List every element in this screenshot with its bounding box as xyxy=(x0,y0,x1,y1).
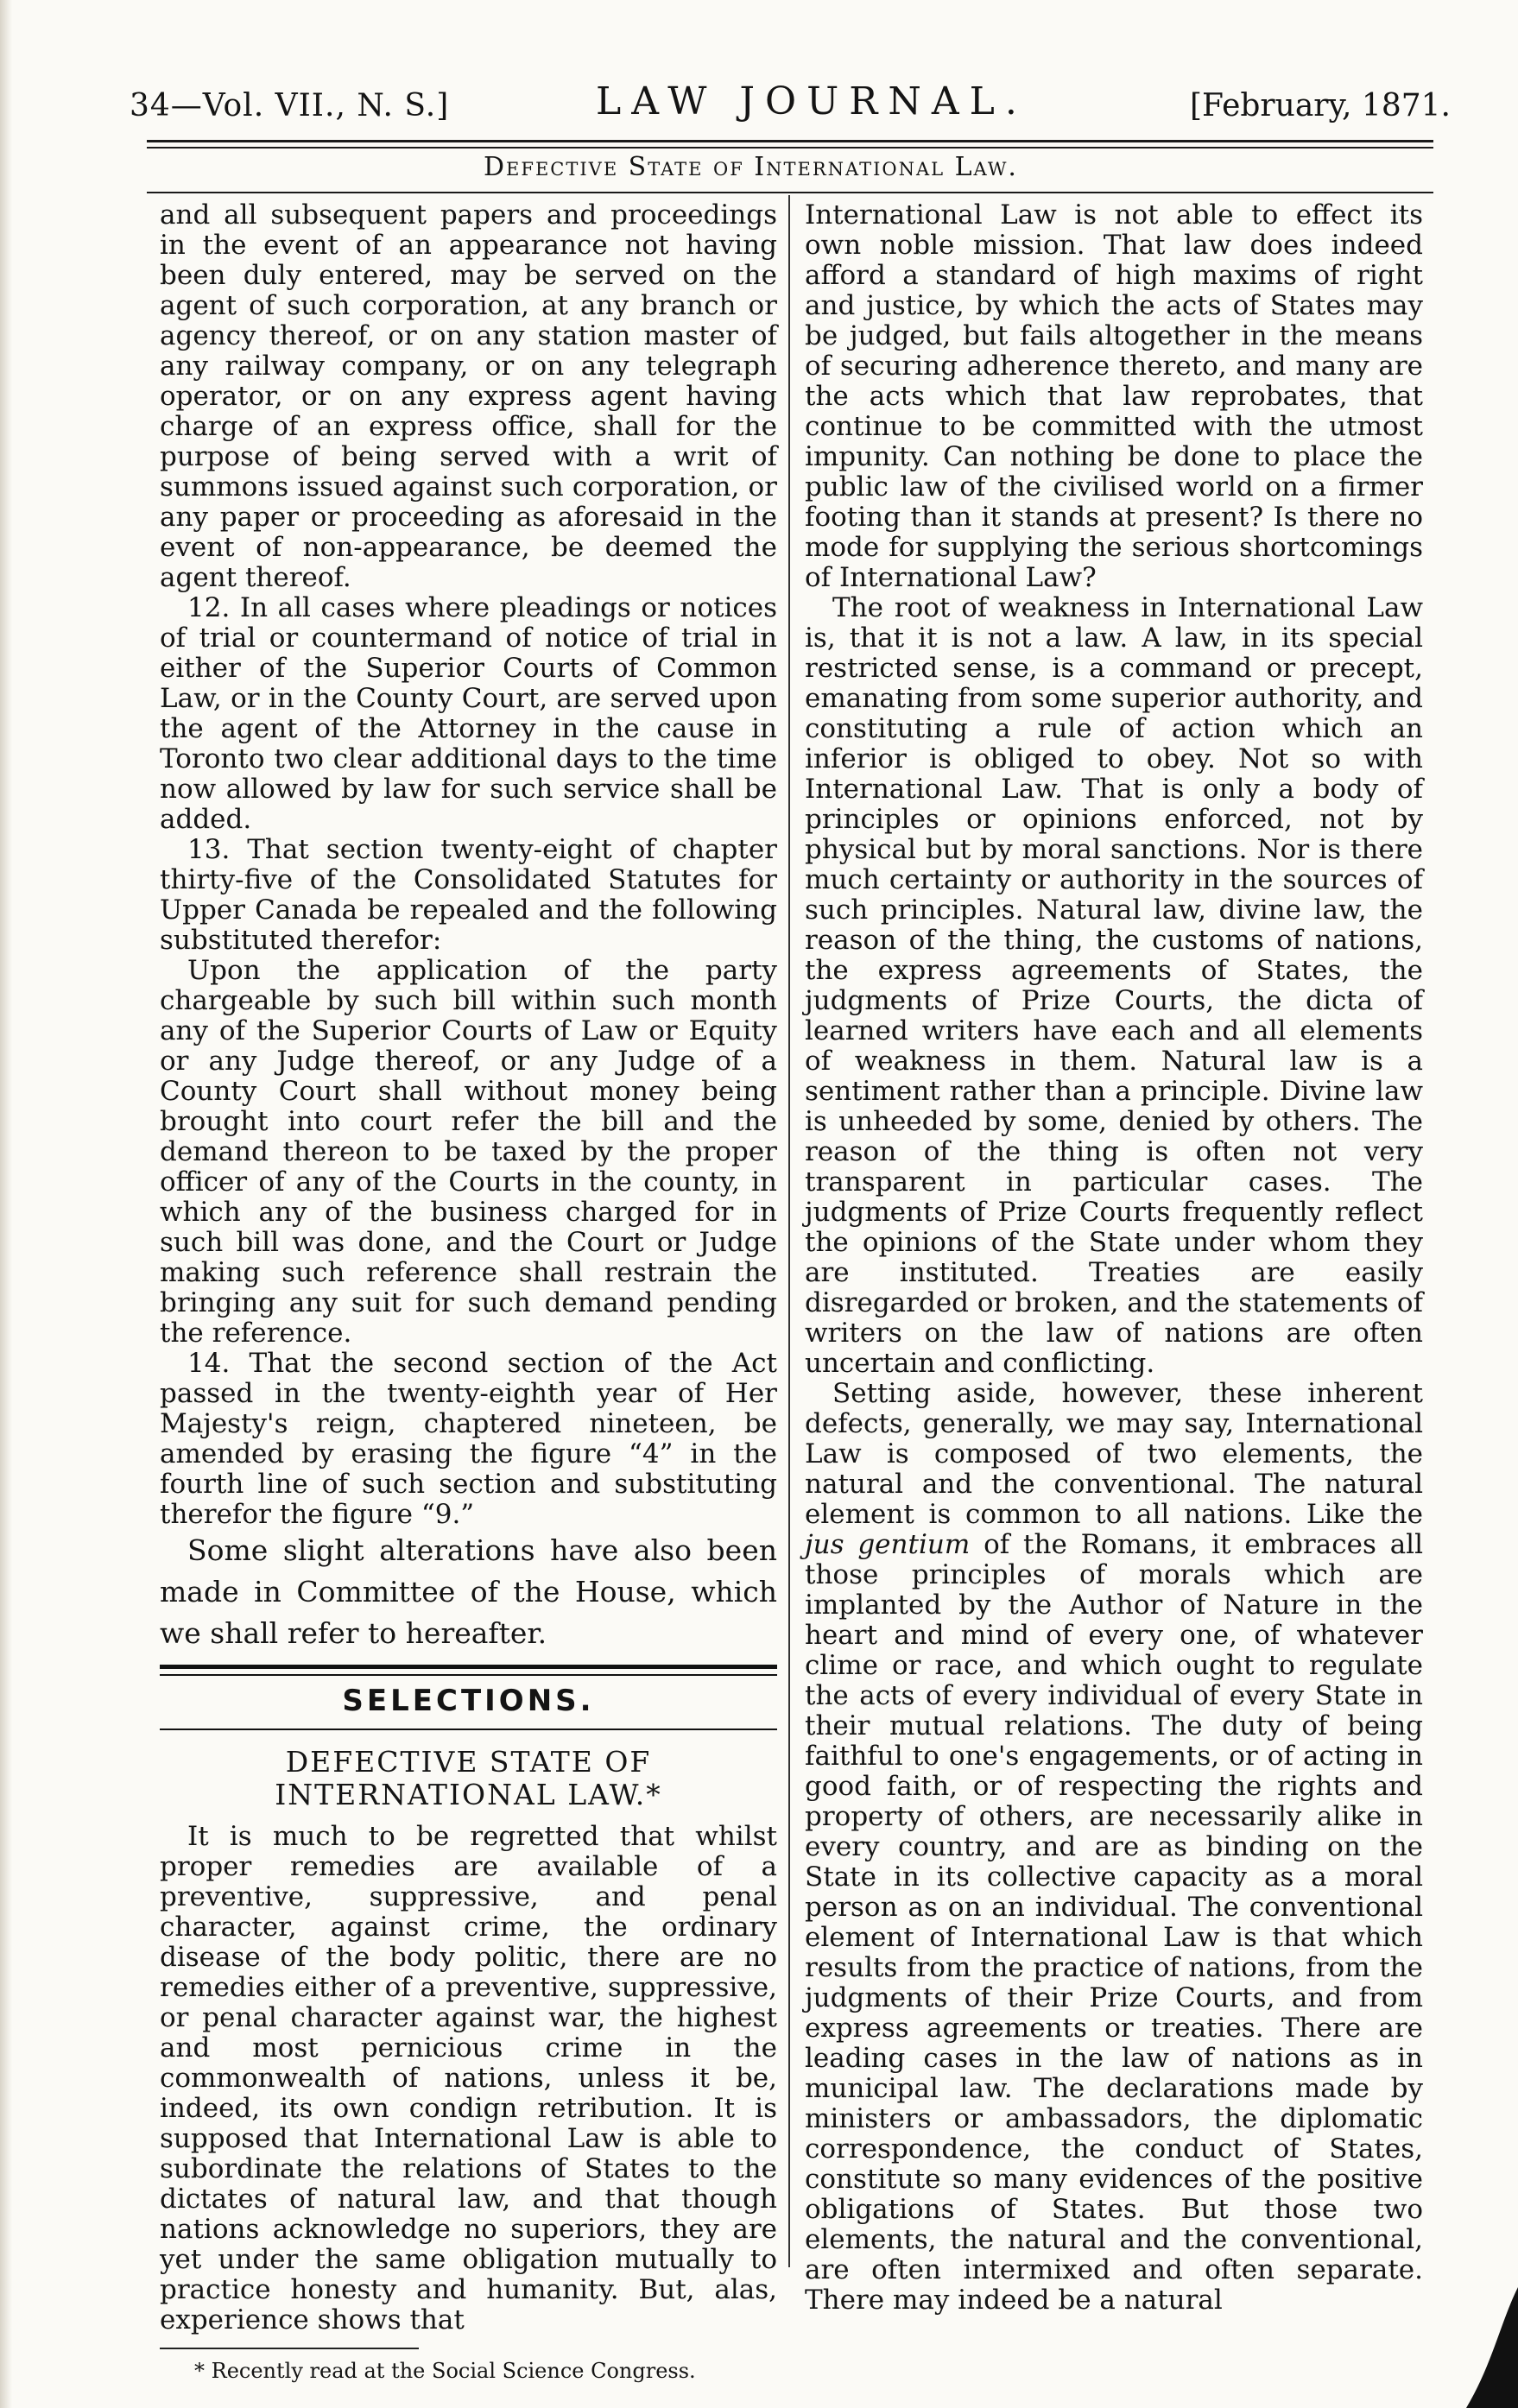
paragraph: 12. In all cases where pleadings or notices of trial or countermand of notice of trial in either of the Superior Courts of Common Law, or in the County Court, are served upon the agent of the Attorney in the cause in Toronto two clear additional days to the time now allowed by law for such service shall be added. xyxy=(160,592,777,835)
paragraph: and all subsequent papers and proceedings in the event of an appearance not having been duly entered, may be served on the agent of such corporation, at any branch or agency thereof, or on any station master of any railway company, or on any telegraph operator, or on any express agent having charge of an express office, shall for the purpose of being served with a writ of summons issued against such corporation, or any paper or proceeding as aforesaid in the event of non-appearance, be deemed the agent thereof. xyxy=(160,199,777,593)
section-heading: SELECTIONS. xyxy=(342,1684,595,1718)
paragraph: 14. That the second section of the Act passed in the twenty-eighth year of Her Majesty's reign, chaptered nineteen, be amended by erasing the figure “4” in the fourth line of such section and substituting therefor the figure “9.” xyxy=(160,1348,777,1530)
header-rule-thin xyxy=(147,147,1433,149)
paragraph: 13. That section twenty-eight of chapter thirty-five of the Consolidated Statutes for Upper Canada be repealed and the following substituted therefor: xyxy=(160,834,777,956)
closing-paragraph: Some slight alterations have also been made in Committee of the House, which we shall refer to hereafter. xyxy=(160,1533,777,1650)
right-column xyxy=(805,200,1423,2316)
paragraph xyxy=(805,1379,1423,2316)
left-column xyxy=(160,200,777,2384)
journal-title: LAW JOURNAL. xyxy=(596,79,1028,123)
page-spine-shadow xyxy=(0,0,12,2408)
footnote-rule xyxy=(160,2348,419,2349)
column-divider xyxy=(788,195,790,2267)
page-header xyxy=(130,79,1451,131)
text-run: Setting aside, however, these inherent defects, generally, we may say, International Law is composed of two elements, the natural and the conventional. The natural element is common to all nations. Like the xyxy=(805,1378,1423,1530)
section-rule xyxy=(160,1729,777,1730)
paragraph: International Law is not able to effect its own noble mission. That law does indeed afford a standard of high maxims of right and justice, by which the acts of States may be judged, but fails altogether in the means of securing adherence thereto, and many are the acts which that law reprobates, that continue to be committed with the utmost impunity. Can nothing be done to place the public law of the civilised world on a firmer footing than it stands at present? Is there no mode for supplying the serious shortcomings of International Law? xyxy=(805,199,1423,593)
running-title: Defective State of International Law. xyxy=(484,152,1018,182)
footnote: * Recently read at the Social Science Congress. xyxy=(194,2359,696,2383)
article-title: DEFECTIVE STATE OF INTERNATIONAL LAW.* xyxy=(275,1745,662,1811)
section-rule-thin xyxy=(160,1674,777,1676)
article-paragraph: It is much to be regretted that whilst proper remedies are available of a preventive, suppressive, and penal character, against crime, the ordinary disease of the body politic, there are no remedies either of a preventive, suppressive, or penal character against war, the highest and most pernicious crime in the commonwealth of nations, unless it be, indeed, its own condign retribution. It is supposed that International Law is able to subordinate the relations of States to the dictates of natural law, and that though nations acknowledge no superiors, they are yet under the same obligation mutually to practice honesty and humanity. But, alas, experience shows that xyxy=(160,1821,777,2335)
volume-label: 34—Vol. VII., N. S.] xyxy=(130,88,450,123)
issue-date: [February, 1871. xyxy=(1190,88,1451,123)
section-rule-thick xyxy=(160,1665,777,1669)
paragraph: Upon the application of the party chargeable by such bill within such month any of the Superior Courts of Law or Equity or any Judge thereof, or any Judge of a County Court shall without money being brought into court refer the bill and the demand thereon to be taxed by the proper officer of any of the Courts in the county, in which any of the business charged for in such bill was done, and the Court or Judge making such reference shall restrain the bringing any suit for such demand pending the reference. xyxy=(160,955,777,1349)
text-run: of the Romans, it embraces all those principles of morals which are implanted by the Author of Nature in the heart and mind of every one, of whatever clime or race, and which ought to regulate the acts of every individual of every State in their mutual relations. The duty of being faithful to one's engagements, or of acting in good faith, or of respecting the rights and property of others, are necessarily alike in every country, and are as binding on the State in its collective capacity as a moral person as on an individual. The conventional element of International Law is that which results from the practice of nations, from the judgments of their Prize Courts, and from express agreements or treaties. There are leading cases in the law of nations as in municipal law. The declarations made by ministers or ambassadors, the diplomatic correspondence, the conduct of States, constitute so many evidences of the positive obligations of States. But those two elements, the natural and the conventional, are often intermixed and often separate. There may indeed be a natural xyxy=(805,1529,1424,2316)
paragraph: The root of weakness in International Law is, that it is not a law. A law, in its special restricted sense, is a command or precept, emanating from some superior authority, and constituting a rule of action which an inferior is obliged to obey. Not so with International Law. That is only a body of principles or opinions enforced, not by physical but by moral sanctions. Nor is there much certainty or authority in the sources of such principles. Natural law, divine law, the reason of the thing, the customs of nations, the express agreements of States, the judgments of Prize Courts, the dicta of learned writers have each and all elements of weakness in them. Natural law is a sentiment rather than a principle. Divine law is unheeded by some, denied by others. The reason of the thing is often not very transparent in particular cases. The judgments of Prize Courts frequently reflect the opinions of the State under whom they are instituted. Treaties are easily disregarded or broken, and the statements of writers on the law of nations are often uncertain and conflicting. xyxy=(805,592,1423,1379)
page-corner-shadow xyxy=(1466,2287,1518,2408)
italic-term: jus gentium xyxy=(805,1529,971,1560)
header-rule xyxy=(147,140,1433,142)
title-rule xyxy=(147,192,1433,193)
